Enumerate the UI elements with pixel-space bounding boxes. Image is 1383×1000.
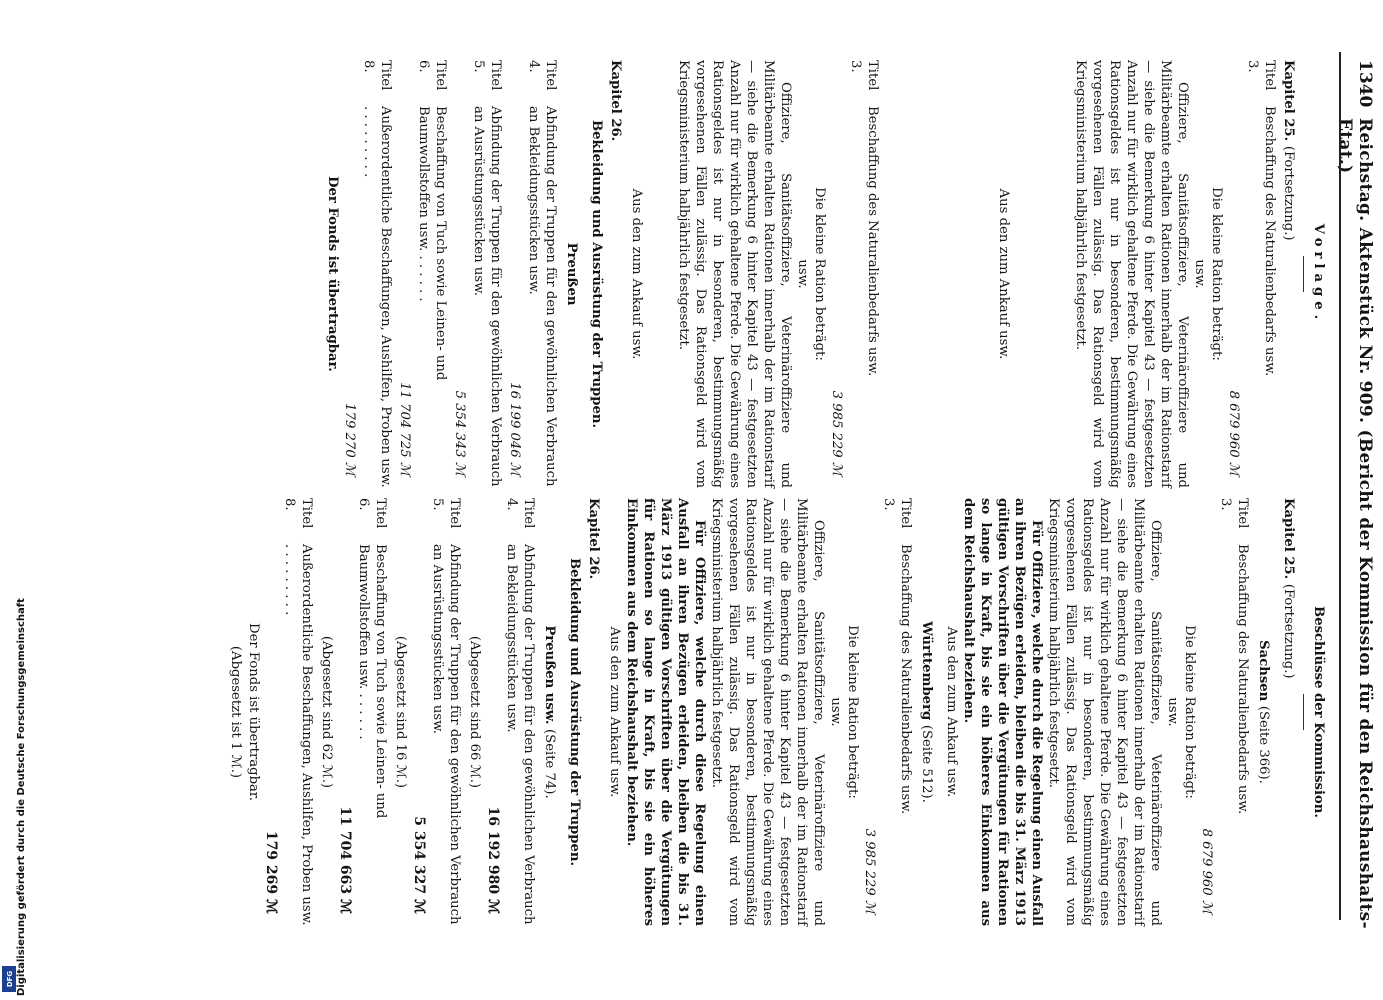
usw: usw. [828,697,843,727]
deduction-note: (Abgesetzt sind 62 ℳ.) [319,635,334,789]
page-header [1335,60,1375,960]
title-item: Titel 5. Abfindung der Truppen für den gewöhnlichen Verbrauch an Ausrüstungsstücken usw. 5 354 327 ℳ (Abgesetzt sind 16 ℳ.) [393,498,462,925]
amount: 3 985 229 ℳ [862,828,877,914]
deduction-note: (Abgesetzt sind 16 ℳ.) [393,635,408,789]
amendment-paragraph: Für Offiziere, welche durch die Regelung einen Ausfall an ihren Bezügen erleiden, bleiben die bis 31. März 1913 gültigen Vorschriften über die Vergütungen für Rationen so lange in Kraft, bis sie ein höheres Einkommen aus dem Reichshaushalt beziehen. [961,498,1044,926]
paragraph: Offiziere, Sanitätsoffiziere, Veterinäroffiziere und Militärbeamte erhalten Rationen innerhalb der im Rationstarif — siehe die Bemerkung 6 hinter Kapitel 43 — festgesetzten Anzahl nur für wirklich gehaltene Pferde. Die Gewährung eines Rationsgeldes ist nur in besonderen, bestimmungsmäßig vorgesehenen Fällen zulässig. Das Rationsgeld wird vom Kriegsministerium halbjährlich festgesetzt. [1073,60,1190,488]
page-title: Reichstag. Aktenstück Nr. 909. (Bericht der Kommission für den Reichshaushalts-Etat.) [1335,118,1375,929]
dfg-logo: DFG [2,966,16,992]
amount: 3 985 229 ℳ [829,390,844,476]
paragraph: Offiziere, Sanitätsoffiziere, Veterinäroffiziere und Militärbeamte erhalten Rationen innerhalb der im Rationstarif — siehe die Bemerkung 6 hinter Kapitel 43 — festgesetzten Anzahl nur für wirklich gehaltene Pferde. Die Gewährung eines Rationsgeldes ist nur in besonderen, bestimmungsmäßig vorgesehenen Fällen zulässig. Das Rationsgeld wird vom Kriegsministerium halbjährlich festgesetzt. [676,60,793,488]
title-row: Titel 3. Beschaffung des Naturalienbedarfs usw. [1218,498,1250,815]
page-number: 1340 [1355,60,1375,108]
chapter-heading: Kapitel 25. (Fortsetzung.) [1281,60,1296,241]
divider [1303,694,1304,730]
paragraph: Offiziere, Sanitätsoffiziere, Veterinäroffiziere und Militärbeamte erhalten Rationen innerhalb der im Rationstarif — siehe die Bemerkung 6 hinter Kapitel 43 — festgesetzten Anzahl nur für wirklich gehaltene Pferde. Die Gewährung eines Rationsgeldes ist nur in besonderen, bestimmungsmäßig vorgesehenen Fällen zulässig. Das Rationsgeld wird vom Kriegsministerium halbjährlich festgesetzt. [709,498,826,926]
deduction-note: (Abgesetzt sind 66 ℳ.) [467,635,482,789]
amount: 11 704 663 ℳ [337,806,353,914]
header-rule [1339,52,1341,920]
usw: usw. [795,259,810,289]
ration-line: Die kleine Ration beträgt: [845,625,860,799]
ankauf-line: Aus den zum Ankauf usw. [996,188,1011,360]
amendment-paragraph: Für Offiziere, welche durch diese Regelung einen Ausfall an ihren Bezügen erleiden, bleiben die bis 31. März 1913 gültigen Vorschriften über die Vergütungen für Rationen so lange in Kraft, bis sie ein höheres Einkommen aus dem Reichshaushalt beziehen. [624,498,707,926]
amount: 179 270 ℳ [342,403,357,476]
digitization-credit [0,0,27,1000]
state-heading: Sachsen (Seite 366). [1256,640,1271,784]
state-heading: Württemberg (Seite 512). [919,621,934,803]
amount: 16 199 046 ℳ [507,382,522,476]
title-item: Titel 5. Abfindung der Truppen für den gewöhnlichen Verbrauch an Ausrüstungsstücken usw. 5 354 343 ℳ [452,60,503,487]
column-heading: Vorlage. [1311,223,1326,325]
title-item: Titel 4. Abfindung der Truppen für den gewöhnlichen Verbrauch an Bekleidungsstücken usw. 16 199 046 ℳ [507,60,558,487]
amount: 11 704 725 ℳ [397,382,412,476]
title-item: Titel 6. Beschaffung von Tuch sowie Leinen- und Baumwollstoffen usw. . . . . . . 11 704 725 ℳ [396,60,449,488]
chapter-subtitle: Bekleidung und Ausrüstung der Truppen. [567,557,582,867]
state-heading: Preußen usw. (Seite 74). [542,625,557,799]
chapter-heading: Kapitel 25. (Fortsetzung.) [1281,498,1296,679]
fonds-note: Der Fonds ist übertragbar. [246,623,261,801]
title-list [262,498,537,926]
state-heading: Preußen [564,242,579,306]
title-row: Titel 3. Beschaffung des Naturalienbedarfs usw. [881,498,913,815]
title-row: Titel 3. Beschaffung des Naturalienbedarfs usw. [1245,60,1277,377]
amount: 16 192 980 ℳ [485,806,501,914]
title-row: Titel 3. Beschaffung des Naturalienbedarfs usw. [848,60,880,377]
amount: 8 679 960 ℳ [1199,828,1214,914]
title-item: Titel 6. Beschaffung von Tuch sowie Leinen- und Baumwollstoffen usw. . . . . . . 11 704 663 ℳ (Abgesetzt sind 62 ℳ.) [318,498,389,926]
usw: usw. [1192,259,1207,289]
divider [1303,256,1304,292]
usw: usw. [1165,697,1180,727]
chapter-heading: Kapitel 26. [586,498,601,580]
credit-text: Digitalisierung gefördert durch die Deutsche Forschungsgemeinschaft [16,598,27,996]
ankauf-line: Aus den zum Ankauf usw. [607,626,622,798]
amount: 8 679 960 ℳ [1226,390,1241,476]
title-item: Titel 8. Außerordentliche Beschaffungen, Aushilfen, Proben usw. . . . . . . . . . 179 270 ℳ [342,60,393,488]
ration-line: Die kleine Ration beträgt: [1182,625,1197,799]
amount: 179 269 ℳ [263,830,279,914]
ration-line: Die kleine Ration beträgt: [812,187,827,361]
paragraph: Offiziere, Sanitätsoffiziere, Veterinäroffiziere und Militärbeamte erhalten Rationen innerhalb der im Rationstarif — siehe die Bemerkung 6 hinter Kapitel 43 — festgesetzten Anzahl nur für wirklich gehaltene Pferde. Die Gewährung eines Rationsgeldes ist nur in besonderen, bestimmungsmäßig vorgesehenen Fällen zulässig. Das Rationsgeld wird vom Kriegsministerium halbjährlich festgesetzt. [1046,498,1163,926]
title-list [341,60,559,488]
amount: 5 354 343 ℳ [452,390,467,476]
column-vorlage [324,60,1329,488]
chapter-heading: Kapitel 26. [608,60,623,142]
chapter-subtitle: Bekleidung und Ausrüstung der Truppen. [589,119,604,429]
title-item: Titel 8. Außerordentliche Beschaffungen, Aushilfen, Proben usw. . . . . . . . . . 179 269 ℳ [263,498,314,926]
title-item: Titel 4. Abfindung der Truppen für den gewöhnlichen Verbrauch an Bekleidungsstücken usw. 16 192 980 ℳ (Abgesetzt sind 66 ℳ.) [467,498,536,925]
deduction-note: (Abgesetzt ist 1 ℳ.) [228,645,243,779]
column-heading: Beschlüsse der Kommission. [1311,606,1326,818]
fonds-note: Der Fonds ist übertragbar. [325,176,340,372]
ankauf-line: Aus den zum Ankauf usw. [629,188,644,360]
ration-line: Die kleine Ration beträgt: [1209,187,1224,361]
column-beschluesse [224,498,1329,926]
amount: 5 354 327 ℳ [411,816,427,914]
ankauf-line: Aus den zum Ankauf usw. [944,626,959,798]
